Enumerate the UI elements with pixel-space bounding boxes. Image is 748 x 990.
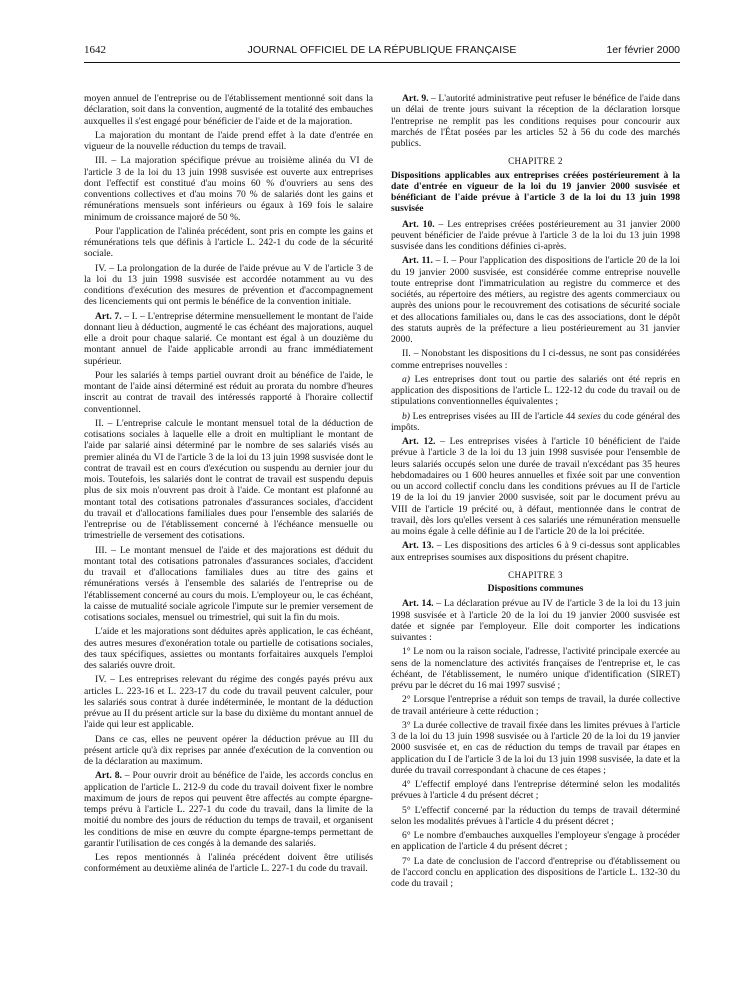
paragraph: II. – Nonobstant les dispositions du I ci-dessus, ne sont pas considérées comme entreprises nouvelles : xyxy=(391,348,680,371)
list-item: 6° Le nombre d'embauches auxquelles l'employeur s'engage à procéder en application de l'article 4 du présent décret ; xyxy=(391,830,680,853)
page-number: 1642 xyxy=(84,44,106,56)
list-item: 7° La date de conclusion de l'accord d'entreprise ou d'établissement ou de l'accord conclu en application des dispositions de l'article L. 132-30 du code du travail ; xyxy=(391,855,680,889)
page-header xyxy=(84,44,680,58)
article-9: Art. 9. – L'autorité administrative peut refuser le bénéfice de l'aide dans un délai de trente jours suivant la réception de la déclaration lorsque l'entreprise ne remplit pas les conditions requises pour concourir aux marchés de l'État posées par les articles 52 à 56 du code des marchés publics. xyxy=(391,93,680,149)
paragraph: Les repos mentionnés à l'alinéa précédent doivent être utilisés conformément au deuxième alinéa de l'article L. 227-1 du code du travail. xyxy=(84,852,373,875)
paragraph: III. – Le montant mensuel de l'aide et des majorations est déduit du montant total des cotisations patronales d'assurances sociales, d'accident du travail et d'allocations familiales dues au titre des gains et rémunérations versés à l'ensemble des salariés de l'entreprise ou de l'établissement concerné au cours du mois. L'employeur ou, le cas échéant, la caisse de mutualité sociale agricole l'impute sur le premier versement de cotisations sociales, mensuel ou trimestriel, qui suit la fin du mois. xyxy=(84,544,373,623)
chapter-heading: CHAPITRE 2 xyxy=(508,156,563,167)
article-label: Art. 9. xyxy=(402,93,429,104)
article-8: Art. 8. – Pour ouvrir droit au bénéfice de l'aide, les accords conclus en application de l'article L. 212-9 du code du travail doivent fixer le nombre maximum de jours de repos qui peuvent être affectés au compte épargne-temps prévu à l'article L. 227-1 du code du travail, dans la limite de la moitié du nombre des jours de réduction du temps de travail, et organisent les conditions de mise en œuvre du compte épargne-temps permettant de garantir l'utilisation de ces congés à la demande des salariés. xyxy=(84,770,373,849)
paragraph: Pour l'application de l'alinéa précédent, sont pris en compte les gains et rémunérations tels que définis à l'article L. 242-1 du code de la sécurité sociale. xyxy=(84,225,373,260)
article-label: Art. 10. xyxy=(402,218,435,230)
paragraph: Dans ce cas, elles ne peuvent opérer la déduction prévue au III du présent article qu'à dix reprises par année d'exécution de la convention ou de la déclaration au maximum. xyxy=(84,733,373,767)
left-column xyxy=(84,93,373,878)
article-7: Art. 7. – I. – L'entreprise détermine mensuellement le montant de l'aide donnant lieu à déduction, augmenté le cas échéant des majorations, auquel elle a droit pour chaque salarié. Ce montant est égal à un douzième du montant annuel de l'aide applicable arrondi au franc immédiatement supérieur. xyxy=(84,310,374,367)
article-label: Art. 13. xyxy=(402,540,434,552)
paragraph: L'aide et les majorations sont déduites après application, le cas échéant, des autres mesures d'exonération totale ou partielle de cotisations sociales, des taux spécifiques, assiettes ou montants forfaitaires auxquels l'emploi des salariés ouvre droit. xyxy=(84,626,373,671)
list-item: 4° L'effectif employé dans l'entreprise déterminé selon les modalités prévues à l'article 4 du présent décret ; xyxy=(391,779,680,802)
paragraph: moyen annuel de l'entreprise ou de l'établissement mentionné soit dans la déclaration, soit dans la convention, augmenté de la totalité des embauches auxquelles il s'est engagé pour bénéficier de l'aide et de la majoration. xyxy=(84,93,373,127)
list-item: 2° Lorsque l'entreprise a réduit son temps de travail, la durée collective de travail antérieure à cette réduction ; xyxy=(391,694,680,717)
right-column xyxy=(391,93,680,892)
list-item: b) Les entreprises visées au III de l'article 44 sexies du code général des impôts. xyxy=(391,410,680,433)
header-rule xyxy=(84,62,680,63)
article-label: Art. 7. xyxy=(95,310,122,322)
article-12: Art. 12. – Les entreprises visées à l'article 10 bénéficient de l'aide prévue à l'article 3 de la loi du 13 juin 1998 susvisée pour l'ensemble de leurs salariés occupés selon une durée de travail n'excédant pas 35 heures hebdomadaires ou 1 600 heures annuelles et fixée soit par une convention ou un accord collectif conclu dans les conditions prévues au II de l'article 19 de la loi du 19 janvier 2000 susvisée, soit par le document prévu au VIII de l'article 19 précité ou, à défaut, mentionnée dans le contrat de travail, dès lors qu'elles versent à ces salariés une rémunération mensuelle au moins égale à celle définie au I de l'article 20 de la loi précitée. xyxy=(391,436,680,537)
chapter-title: Dispositions communes xyxy=(487,583,584,594)
issue-date: 1er février 2000 xyxy=(606,44,680,56)
article-11: Art. 11. – I. – Pour l'application des dispositions de l'article 20 de la loi du 19 janvier 2000 susvisée, est considérée comme entreprise nouvelle toute entreprise dont l'immatriculation au registre du commerce et des sociétés, au répertoire des métiers, au registre des agents commerciaux ou auprès des unions pour le recouvrement des cotisations de sécurité sociale et des allocations familiales ou, dans le cas des associations, dont le dépôt des statuts auprès de la préfecture a lieu postérieurement au 31 janvier 2000. xyxy=(391,255,680,345)
article-10: Art. 10. – Les entreprises créées postérieurement au 31 janvier 2000 peuvent bénéficier de l'aide prévue à l'article 3 de la loi du 13 juin 1998 susvisée dans les conditions définies ci-après. xyxy=(391,218,680,252)
paragraph: II. – L'entreprise calcule le montant mensuel total de la déduction de cotisations sociales à laquelle elle a droit en multipliant le montant de l'aide par salarié ainsi déterminé par le nombre de ses salariés visés au premier alinéa du VI de l'article 3 de la loi du 13 juin 1998 susvisée dont le contrat de travail est en cours d'exécution ou suspendu au dernier jour du mois. Toutefois, les salariés dont le contrat de travail est suspendu depuis plus de six mois n'ouvrent pas droit à l'aide. Ce montant est plafonné au montant total des cotisations patronales d'assurances sociales, d'accident du travail et d'allocations familiales dues pour l'ensemble des salariés de l'entreprise ou de l'établissement concerné à l'échéance mensuelle ou trimestrielle de versement des cotisations. xyxy=(84,417,373,542)
list-item: 5° L'effectif concerné par la réduction du temps de travail déterminé selon les modalités prévues à l'article 4 du présent décret ; xyxy=(391,804,680,827)
chapter-title: Dispositions applicables aux entreprises créées postérieurement à la date d'entrée en vigueur de la loi du 19 janvier 2000 susvisée et bénéficiant de l'aide prévue à l'article 3 de la loi du 13 juin 1998 susvisée xyxy=(391,169,680,215)
list-item: 3° La durée collective de travail fixée dans les limites prévues à l'article 3 de la loi du 13 juin 1998 susvisée ou à l'article 20 de la loi du 19 janvier 2000 susvisée et, en cas de réduction du temps de travail par étapes en application du I de l'article 3 de la loi du 13 juin 1998 susvisée, la date et la durée du travail correspondant à chacune de ces étapes ; xyxy=(391,719,680,776)
paragraph: Pour les salariés à temps partiel ouvrant droit au bénéfice de l'aide, le montant de l'aide ainsi déterminé est réduit au prorata du nombre d'heures inscrit au contrat de travail des intéressés rapporté à l'horaire collectif conventionnel. xyxy=(84,369,373,415)
list-item: a) Les entreprises dont tout ou partie des salariés ont été repris en application des dispositions de l'article L. 122-12 du code du travail ou de stipulations conventionnelles équivalentes ; xyxy=(391,373,680,408)
paragraph: La majoration du montant de l'aide prend effet à la date d'entrée en vigueur de la nouvelle réduction du temps de travail. xyxy=(84,129,373,152)
article-label: Art. 12. xyxy=(402,436,436,447)
paragraph: IV. – La prolongation de la durée de l'aide prévue au V de l'article 3 de la loi du 13 juin 1998 susvisée est accordée notamment au vu des conditions d'exécution des mesures de prévention et d'accompagnement des licenciements qui ont permis le bénéfice de la convention initiale. xyxy=(84,262,373,308)
list-item: 1° Le nom ou la raison sociale, l'adresse, l'activité principale exercée au sens de la nomenclature des activités françaises de l'entreprise et, le cas échéant, de l'établissement, le numéro unique d'identification (SIRET) prévu par le décret du 16 mai 1997 susvisé ; xyxy=(391,646,680,691)
article-label: Art. 11. xyxy=(402,255,433,267)
article-label: Art. 8. xyxy=(95,770,122,782)
article-14: Art. 14. – La déclaration prévue au IV de l'article 3 de la loi du 13 juin 1998 susvisée et à l'article 20 de la loi du 19 janvier 2000 susvisée est datée et signée par l'employeur. Elle doit comporter les indications suivantes : xyxy=(391,598,681,643)
journal-title: JOURNAL OFFICIEL DE LA RÉPUBLIQUE FRANÇAISE xyxy=(247,44,517,56)
paragraph: IV. – Les entreprises relevant du régime des congés payés prévu aux articles L. 223-16 et L. 223-17 du code du travail peuvent calculer, pour les salariés sous contrat à durée indéterminée, le montant de la déduction prévue au II du présent article sur la base du dixième du montant annuel de l'aide qui leur est applicable. xyxy=(84,674,373,731)
article-13: Art. 13. – Les dispositions des articles 6 à 9 ci-dessus sont applicables aux entreprises soumises aux dispositions du présent chapitre. xyxy=(391,540,680,563)
paragraph: III. – La majoration spécifique prévue au troisième alinéa du VI de l'article 3 de la loi du 13 juin 1998 susvisée est ouverte aux entreprises dont l'effectif est constitué d'au moins 60 % d'ouvriers au sens des conventions collectives et d'au moins 70 % de salariés dont les gains et rémunérations mensuels sont inférieurs ou égaux à 169 fois le salaire minimum de croissance majoré de 50 %. xyxy=(84,155,373,223)
article-label: Art. 14. xyxy=(402,598,434,610)
chapter-heading: CHAPITRE 3 xyxy=(508,569,563,580)
